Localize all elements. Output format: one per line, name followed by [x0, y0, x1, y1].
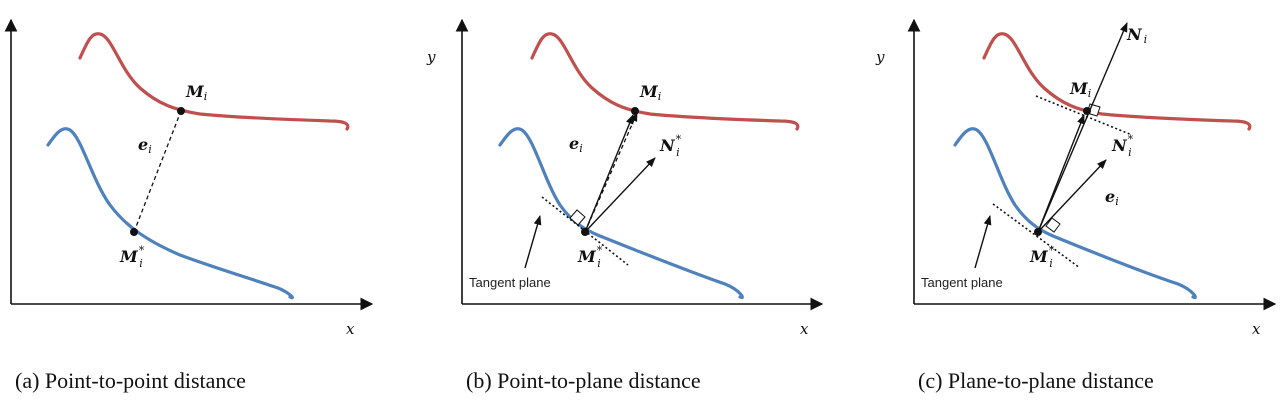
y-axis-label: y — [876, 48, 885, 66]
tangent-label-pointer — [975, 216, 990, 268]
point-m-star — [581, 228, 589, 236]
panel-a — [11, 20, 372, 393]
panel-b — [426, 20, 822, 393]
caption-a: (a) Point-to-point distance — [15, 368, 246, 393]
label-e: ei — [138, 135, 152, 156]
blue-curve — [48, 129, 292, 298]
normal-vector-n-star — [585, 158, 655, 232]
blue-curve — [955, 129, 1195, 298]
label-m: Mi — [640, 82, 662, 103]
y-axis-label: y — [427, 48, 436, 66]
projection-vector — [585, 115, 633, 232]
right-angle-marker — [570, 210, 585, 225]
label-n-star: N* i — [660, 133, 682, 159]
normal-vector-n-star — [1038, 160, 1106, 232]
label-n: N i — [1127, 25, 1148, 46]
point-m — [631, 107, 639, 115]
label-e: ei — [569, 134, 583, 155]
label-m-star: M* i — [1030, 244, 1055, 270]
point-m — [1083, 107, 1091, 115]
label-e: ei — [1105, 187, 1119, 208]
label-m: Mi — [186, 82, 208, 103]
point-m-star — [1034, 228, 1042, 236]
caption-c: (c) Plane-to-plane distance — [918, 368, 1154, 393]
tangent-label: Tangent plane — [469, 275, 551, 290]
blue-curve — [500, 129, 742, 298]
right-angle-marker-bottom — [1046, 218, 1060, 232]
label-m: Mi — [1070, 79, 1092, 100]
label-m-star: M* i — [578, 244, 603, 270]
error-vector — [134, 111, 181, 232]
x-axis-label: x — [346, 320, 355, 338]
tangent-label: Tangent plane — [921, 275, 1003, 290]
point-m — [177, 107, 185, 115]
label-m-star: M* i — [120, 244, 145, 270]
label-n-star: N* i — [1112, 133, 1134, 159]
x-axis-label: x — [1252, 320, 1261, 338]
error-vector — [1038, 115, 1084, 232]
red-curve — [532, 34, 798, 129]
panel-c — [875, 20, 1275, 393]
caption-b: (b) Point-to-plane distance — [466, 368, 701, 393]
x-axis-label: x — [800, 320, 809, 338]
point-m-star — [130, 228, 138, 236]
tangent-label-pointer — [525, 216, 540, 268]
red-curve — [80, 34, 348, 129]
